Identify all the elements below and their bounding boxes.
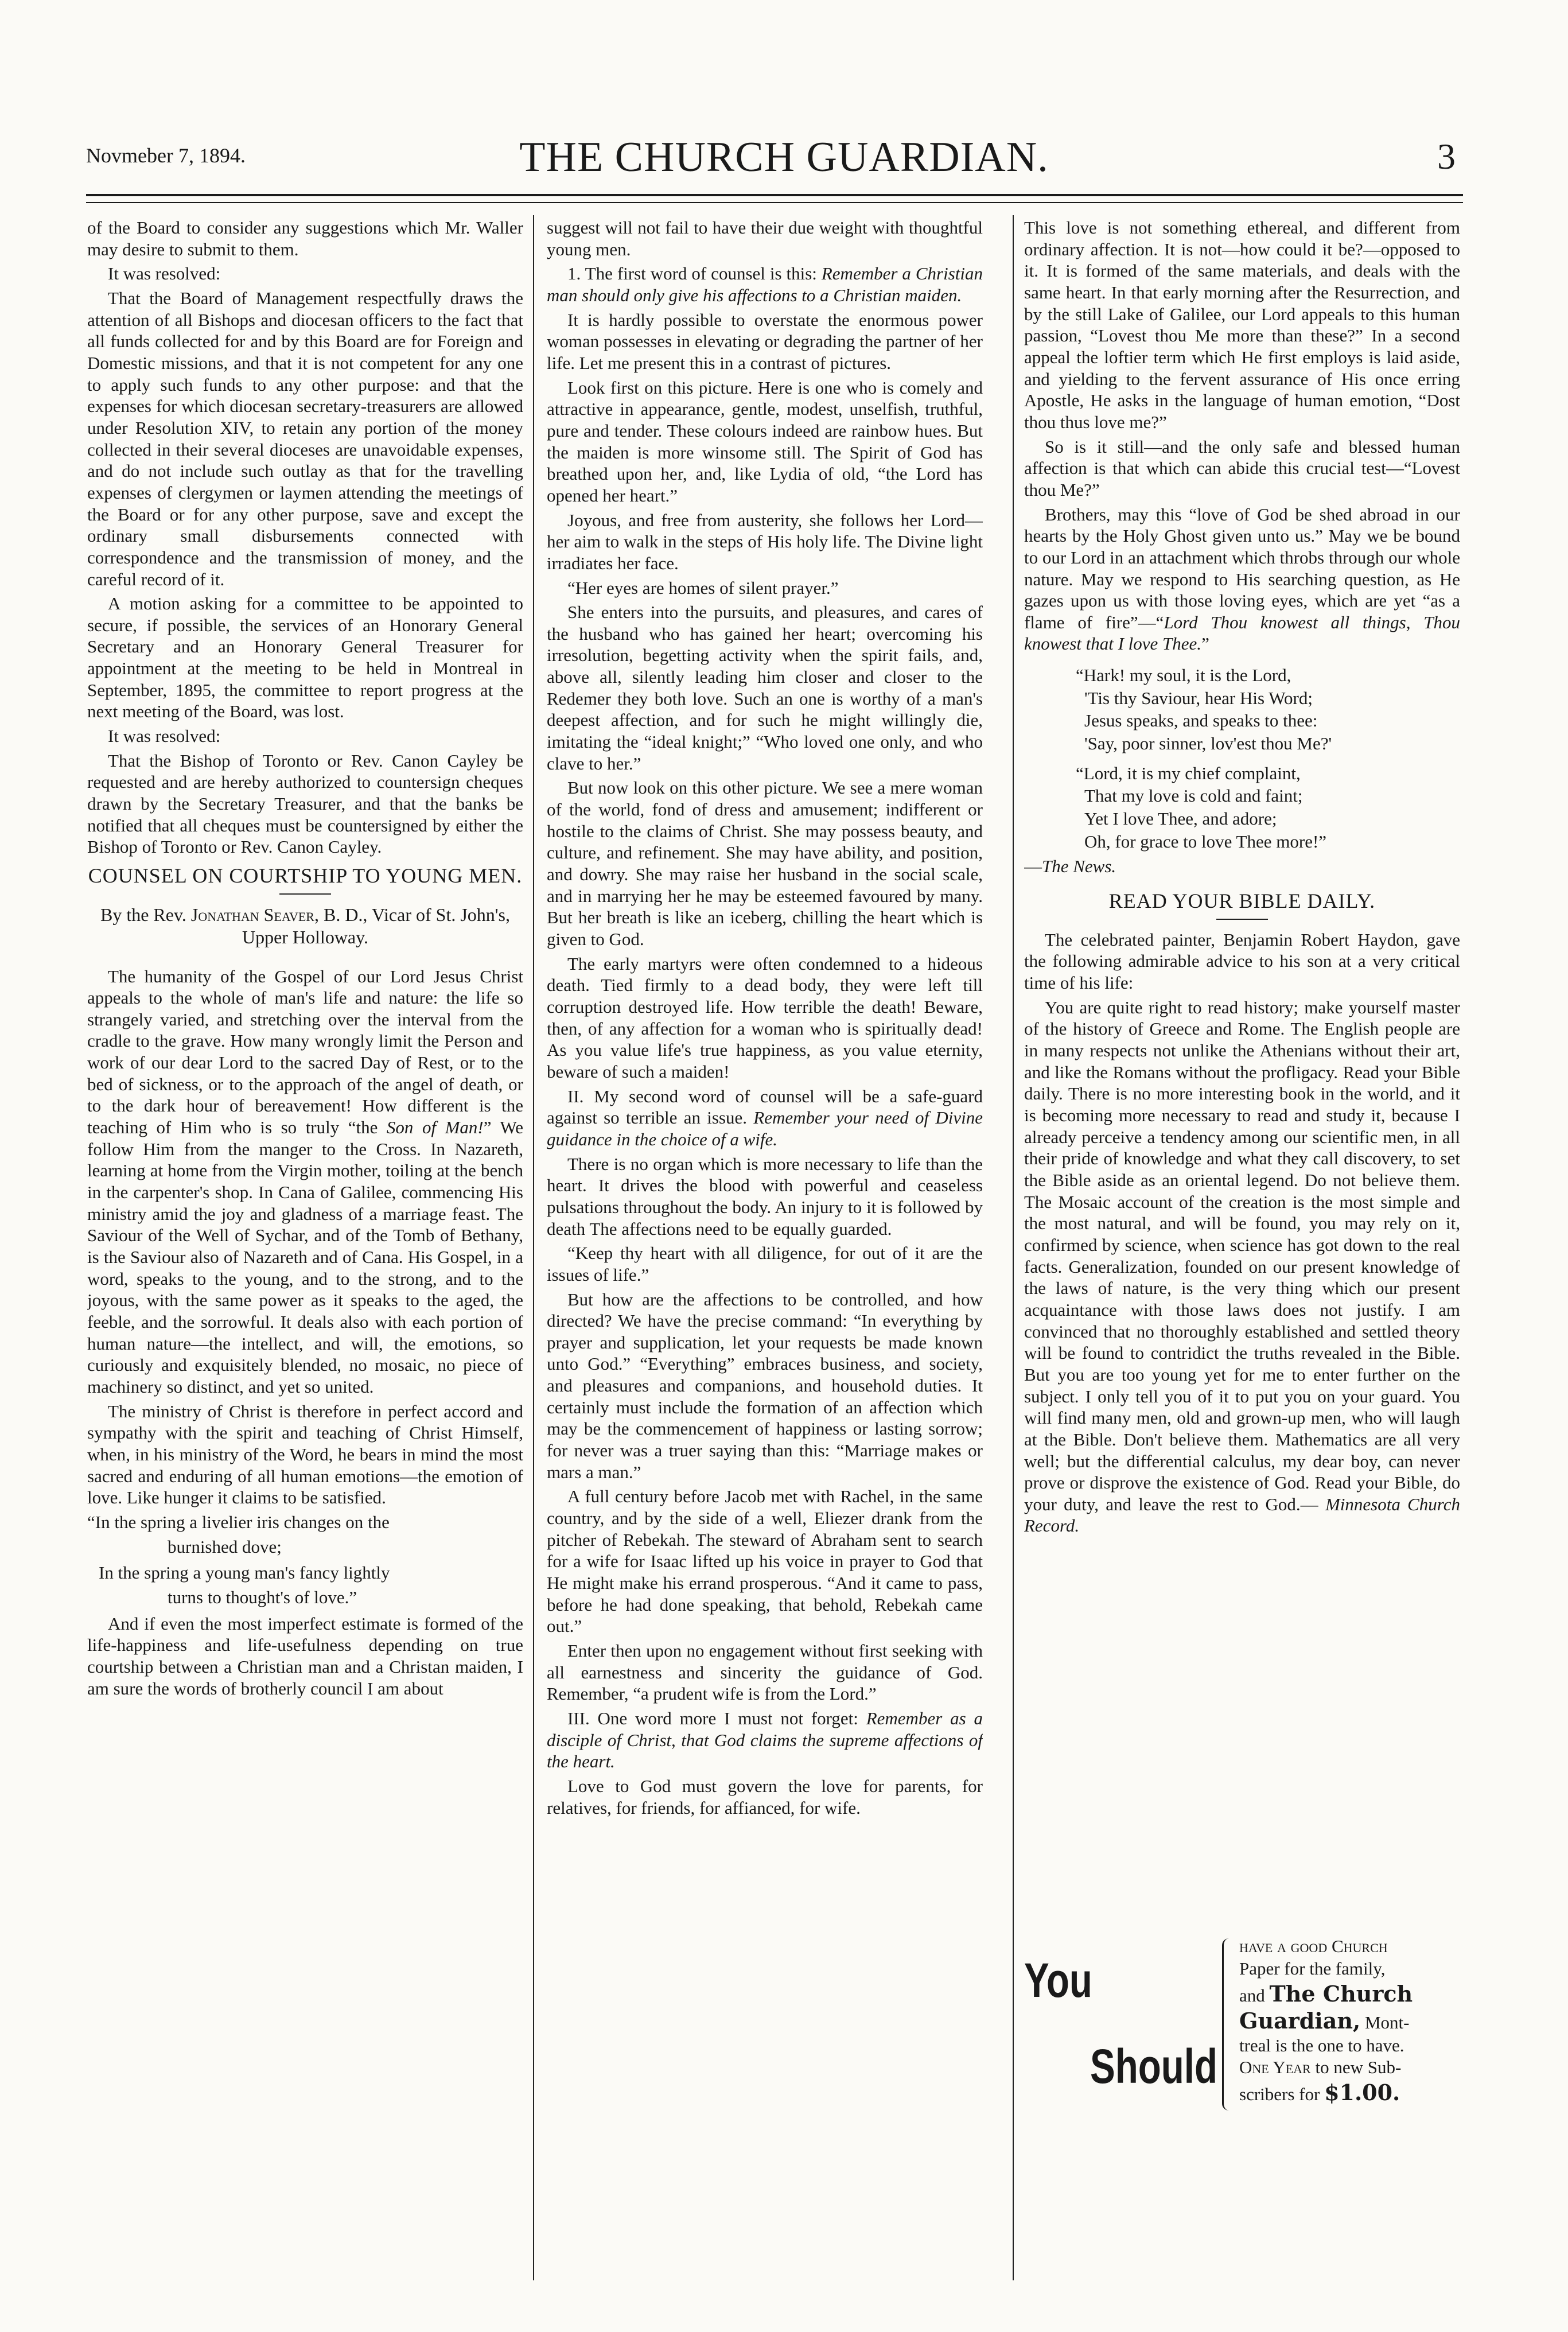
ad-paper-name: The Church	[1269, 1980, 1413, 2007]
verse-line: Jesus speaks, and speaks to thee:	[1084, 710, 1318, 731]
newspaper-title: THE CHURCH GUARDIAN.	[519, 134, 1049, 181]
paragraph: The ministry of Christ is therefore in perfect accord and sympathy with the spirit and teaching of Christ Himself, when, in his ministry of the Word, he bears in mind the most sacred and enduring of all human emotions—the emotion of love. Like hunger it claims to be satisfied.	[87, 1401, 523, 1508]
paragraph: That the Bishop of Toronto or Rev. Canon Cayley be requested and are hereby authorized to countersign cheques drawn by the Secretary Treasurer, and that the banks be notified that all cheques must be countersigned by either the Bishop of Toronto or Rev. Canon Cayley.	[87, 750, 523, 857]
verse-line: “Lord, it is my chief complaint,	[1076, 763, 1301, 783]
paragraph: A full century before Jacob met with Rachel, in the same country, and by the side of a well, Eliezer drank from the pitcher of Rebekah. The steward of Abraham sent to search for a wife for Isaac lifted up his voice in prayer to God that He might make his errand prosperous. “And it came to pass, before he had done speaking, that behold, Rebekah came out.”	[547, 1486, 983, 1637]
masthead-rule-thin	[86, 202, 1463, 203]
verse-line: “In the spring a livelier iris changes on the	[87, 1511, 390, 1532]
paragraph: She enters into the pursuits, and pleasures, and cares of the husband who has gained her heart; overcoming his irresolution, begetting activity when the spirit fails, and, above all, silently leading him closer and closer to the Redemer they both love. Such an one is worthy of a man's deepest affection, and for such he might willingly die, imitating the “ideal knight;” “Who loved one only, and who clave to her.”	[547, 602, 983, 774]
ad-price: $1.00.	[1324, 2080, 1400, 2105]
paragraph: III. One word more I must not forget: Remember as a disciple of Christ, that God claims the supreme affections of the heart.	[547, 1708, 983, 1772]
paragraph: It is hardly possible to overstate the enormous power woman possesses in elevating or degrading the partner of her life. Let me present this in a contrast of pictures.	[547, 309, 983, 373]
divider	[279, 893, 331, 895]
verse-line: In the spring a young man's fancy lightly	[99, 1563, 390, 1583]
paragraph: The early martyrs were often condemned to a hideous death. Tied firmly to a dead body, they were left till corruption destroyed life. How terrible the death! Beware, then, of any affection for a woman who is spiritually dead! As you value life's true happiness, as you value eternity, beware of such a maiden!	[547, 953, 983, 1082]
paragraph: The humanity of the Gospel of our Lord Jesus Christ appeals to the whole of man's life and nature: the life so strangely varied, and stretching over the interval from the cradle to the grave. How many wrongly limit the Person and work of our dear Lord to the sacred Day of Rest, or to the bed of sickness, or to the approach of the angel of death, or to the dark hour of bereavement! How different is the teaching of Him who is so truly “the Son of Man!” We follow Him from the manger to the Cross. In Nazareth, learning at home from the Virgin mother, toiling at the bench in the carpenter's shop. In Cana of Galilee, commencing His ministry amid the joy and gladness of a marriage feast. The Saviour of the Well of Sychar, and of the Tomb of Bethany, is the Saviour also of Nazareth and of Cana. His Gospel, in a word, speaks to the young, and to the strong, and to the joyous, with the same power as it speaks to the aged, the feeble, and the sorrowful. It deals also with each portion of human nature—the intellect, and will, the emotions, so curiously and exquisitely blended, no mosaic, no piece of machinery so distinct, and yet so united.	[87, 966, 523, 1397]
paragraph: II. My second word of counsel will be a safe-guard against so terrible an issue. Remember your need of Divine guidance in the choice of a wife.	[547, 1086, 983, 1149]
verse-line: Yet I love Thee, and adore;	[1084, 809, 1277, 829]
source-credit: —The News.	[1024, 856, 1116, 877]
paragraph: A motion asking for a committee to be appointed to secure, if possible, the services of an Honorary General Secretary and an Honorary General Treasurer for appointment at the meeting to be held in Montreal in September, 1895, the committee to report progress at the next meeting of the Board, was lost.	[87, 593, 523, 722]
verse-line: Oh, for grace to love Thee more!”	[1084, 831, 1327, 852]
column-divider	[533, 215, 534, 2280]
paragraph: Love to God must govern the love for parents, for relatives, for friends, for affianced, for wife.	[547, 1775, 983, 1818]
column-2	[547, 217, 983, 2298]
paragraph: Brothers, may this “love of God be shed abroad in our hearts by the Holy Ghost given unto us.” May we be bound to our Lord in an attachment which throbs through our whole nature. May we respond to His searching question, as He gazes upon us with those loving eyes, which are yet “as a flame of fire”—“Lord Thou knowest all things, Thou knowest that I love Thee.”	[1024, 504, 1460, 654]
advertisement	[1024, 1933, 1460, 2122]
verse-line: burnished dove;	[168, 1536, 282, 1557]
verse-line: turns to thought's of love.”	[168, 1587, 357, 1607]
source-credit: Minnesota Church Record.	[1024, 1494, 1460, 1536]
paragraph: of the Board to consider any suggestions which Mr. Waller may desire to submit to them.	[87, 217, 523, 259]
paragraph: Joyous, and free from austerity, she follows her Lord—her aim to walk in the steps of His holy life. The Divine light irradiates her face.	[547, 510, 983, 573]
ad-word-you: You	[1024, 1953, 1092, 2007]
author-name: Jonathan Seaver	[190, 904, 314, 925]
ad-copy: have a good Church Paper for the family, and The Church Guardian, Mont- treal is the one to have. One Year to new Sub- scribers for $1.00.	[1239, 1936, 1413, 2105]
verse-line: 'Say, poor sinner, lov'est thou Me?'	[1084, 733, 1332, 754]
paragraph: It was resolved:	[108, 263, 221, 284]
issue-date: Novmeber 7, 1894.	[86, 144, 246, 167]
page-number: 3	[1437, 136, 1456, 177]
paragraph: 1. The first word of counsel is this: Remember a Christian man should only give his affections to a Christian maiden.	[547, 263, 983, 305]
paragraph: But now look on this other picture. We see a mere woman of the world, fond of dress and amusement; indifferent or hostile to the claims of Christ. She may possess beauty, and culture, and refinement. She may have ability, and position, and dowry. She may raise her husband in the social scale, and in marrying her he may be esteemed favoured by many. But her breath is like an iceberg, chilling the heart which is given to God.	[547, 778, 983, 949]
paragraph: So is it still—and the only safe and blessed human affection is that which can abide this crucial test—“Lovest thou Me?”	[1024, 436, 1460, 500]
paragraph: Enter then upon no engagement without first seeking with all earnestness and sincerity the guidance of God. Remember, “a prudent wife is from the Lord.”	[547, 1641, 983, 1704]
paragraph: The celebrated painter, Benjamin Robert Haydon, gave the following admirable advice to his son at a very critical time of his life:	[1024, 929, 1460, 993]
paragraph: It was resolved:	[108, 726, 221, 747]
verse-line: 'Tis thy Saviour, hear His Word;	[1084, 687, 1313, 708]
paragraph: That the Board of Management respectfully draws the attention of all Bishops and diocesan officers to the fact that all funds collected for and by this Board are for Foreign and Domestic missions, and that it is not competent for any one to apply such funds to any other purpose: and that the expenses for which diocesan secretary-treasurers are allowed under Resolution XIV, to retain any portion of the money collected in their several dioceses are unavoidable expenses, and do not include such outlay as that for the travelling expenses of clergymen or laymen attending the meetings of the Board or for any other purpose, save and except the ordinary small disbursements connected with correspondence and the transmission of money, and the careful record of it.	[87, 287, 523, 589]
masthead-rule-thick	[86, 194, 1463, 196]
paragraph: There is no organ which is more necessary to life than the heart. It drives the blood with powerful and ceaseless pulsations throughout the body. An injury to it is followed by death The affections need to be equally guarded.	[547, 1153, 983, 1239]
column-divider	[1013, 215, 1014, 2280]
paragraph: This love is not something ethereal, and different from ordinary affection. It is not—how could it be?—opposed to it. It is formed of the same materials, and deals with the same heart. In that early morning after the Resurrection, and by the still Lake of Galilee, our Lord appeals to this human passion, “Lovest thou Me more than these?” In a second appeal the loftier term which He first employs is laid aside, and yielding to the fervent assurance of His once erring Apostle, He asks in the language of human emotion, “Dost thou thus love me?”	[1024, 217, 1460, 432]
verse-line: “Hark! my soul, it is the Lord,	[1076, 665, 1291, 686]
paragraph: suggest will not fail to have their due weight with thoughtful young men.	[547, 217, 983, 259]
article-heading: COUNSEL ON COURTSHIP TO YOUNG MEN.	[88, 864, 523, 888]
brace-icon	[1222, 1938, 1234, 2111]
paragraph: “Keep thy heart with all diligence, for out of it are the issues of life.”	[547, 1243, 983, 1285]
paragraph: But how are the affections to be controlled, and how directed? We have the precise command: “In everything by prayer and supplication, let your requests be made known unto God.” “Everything” embraces business, and society, and pleasures and companions, and household duties. It certainly must include the formation of an affection which may be the commencement of happiness or lasting sorrow; for never was a truer saying than this: “Marriage makes or mars a man.”	[547, 1289, 983, 1482]
paragraph: And if even the most imperfect estimate is formed of the life-happiness and life-usefulness depending on true courtship between a Christian man and a Christan maiden, I am sure the words of brotherly council I am about	[87, 1613, 523, 1699]
paragraph: Look first on this picture. Here is one who is comely and attractive in appearance, gentle, modest, unselfish, truthful, pure and tender. These colours indeed are rainbow hues. But the maiden is more winsome still. The Spirit of God has breathed upon her, and, like Lydia of old, “the Lord has opened her heart.”	[547, 377, 983, 506]
verse-line: That my love is cold and faint;	[1084, 786, 1303, 806]
ad-word-should: Should	[1090, 2039, 1217, 2093]
article-heading: READ YOUR BIBLE DAILY.	[1108, 889, 1376, 913]
byline: By the Rev. Jonathan Seaver, B. D., Vicar of St. John's, Upper Holloway.	[100, 904, 510, 947]
column-1	[87, 217, 523, 2298]
paragraph: You are quite right to read history; make yourself master of the history of Greece and Rome. The English people are in many respects not unlike the Athenians without their art, and like the Romans without the profligacy. Read your Bible daily. There is no more interesting book in the world, and it is becoming more necessary to read and study it, because I already perceive a tendency among our scientific men, in all their pride of knowledge and what they call discovery, to set the Bible aside as an oriental legend. Do not believe them. The Mosaic account of the creation is the most simple and the most natural, and will be found, you may rely on it, confirmed by science, when science has got down to the real facts. Generalization, founded on our present knowledge of the laws of nature, is the very thing which our present acquaintance with those laws does not justify. I am convinced that no thoroughly established and settled theory will be found to contridict the truths revealed in the Bible. But you are too young yet for me to enter further on the subject. I only tell you of it to put you on your guard. You will find many men, old and grown-up men, who will laugh at the Bible. Don't believe them. Mathematics are all very well; but the differential calculus, my dear boy, can never prove or disprove the existence of God. Read your Bible, do your duty, and leave the rest to God.— Minnesota Church Record.	[1024, 997, 1460, 1536]
paragraph: “Her eyes are homes of silent prayer.”	[567, 577, 839, 598]
divider	[1216, 919, 1268, 920]
